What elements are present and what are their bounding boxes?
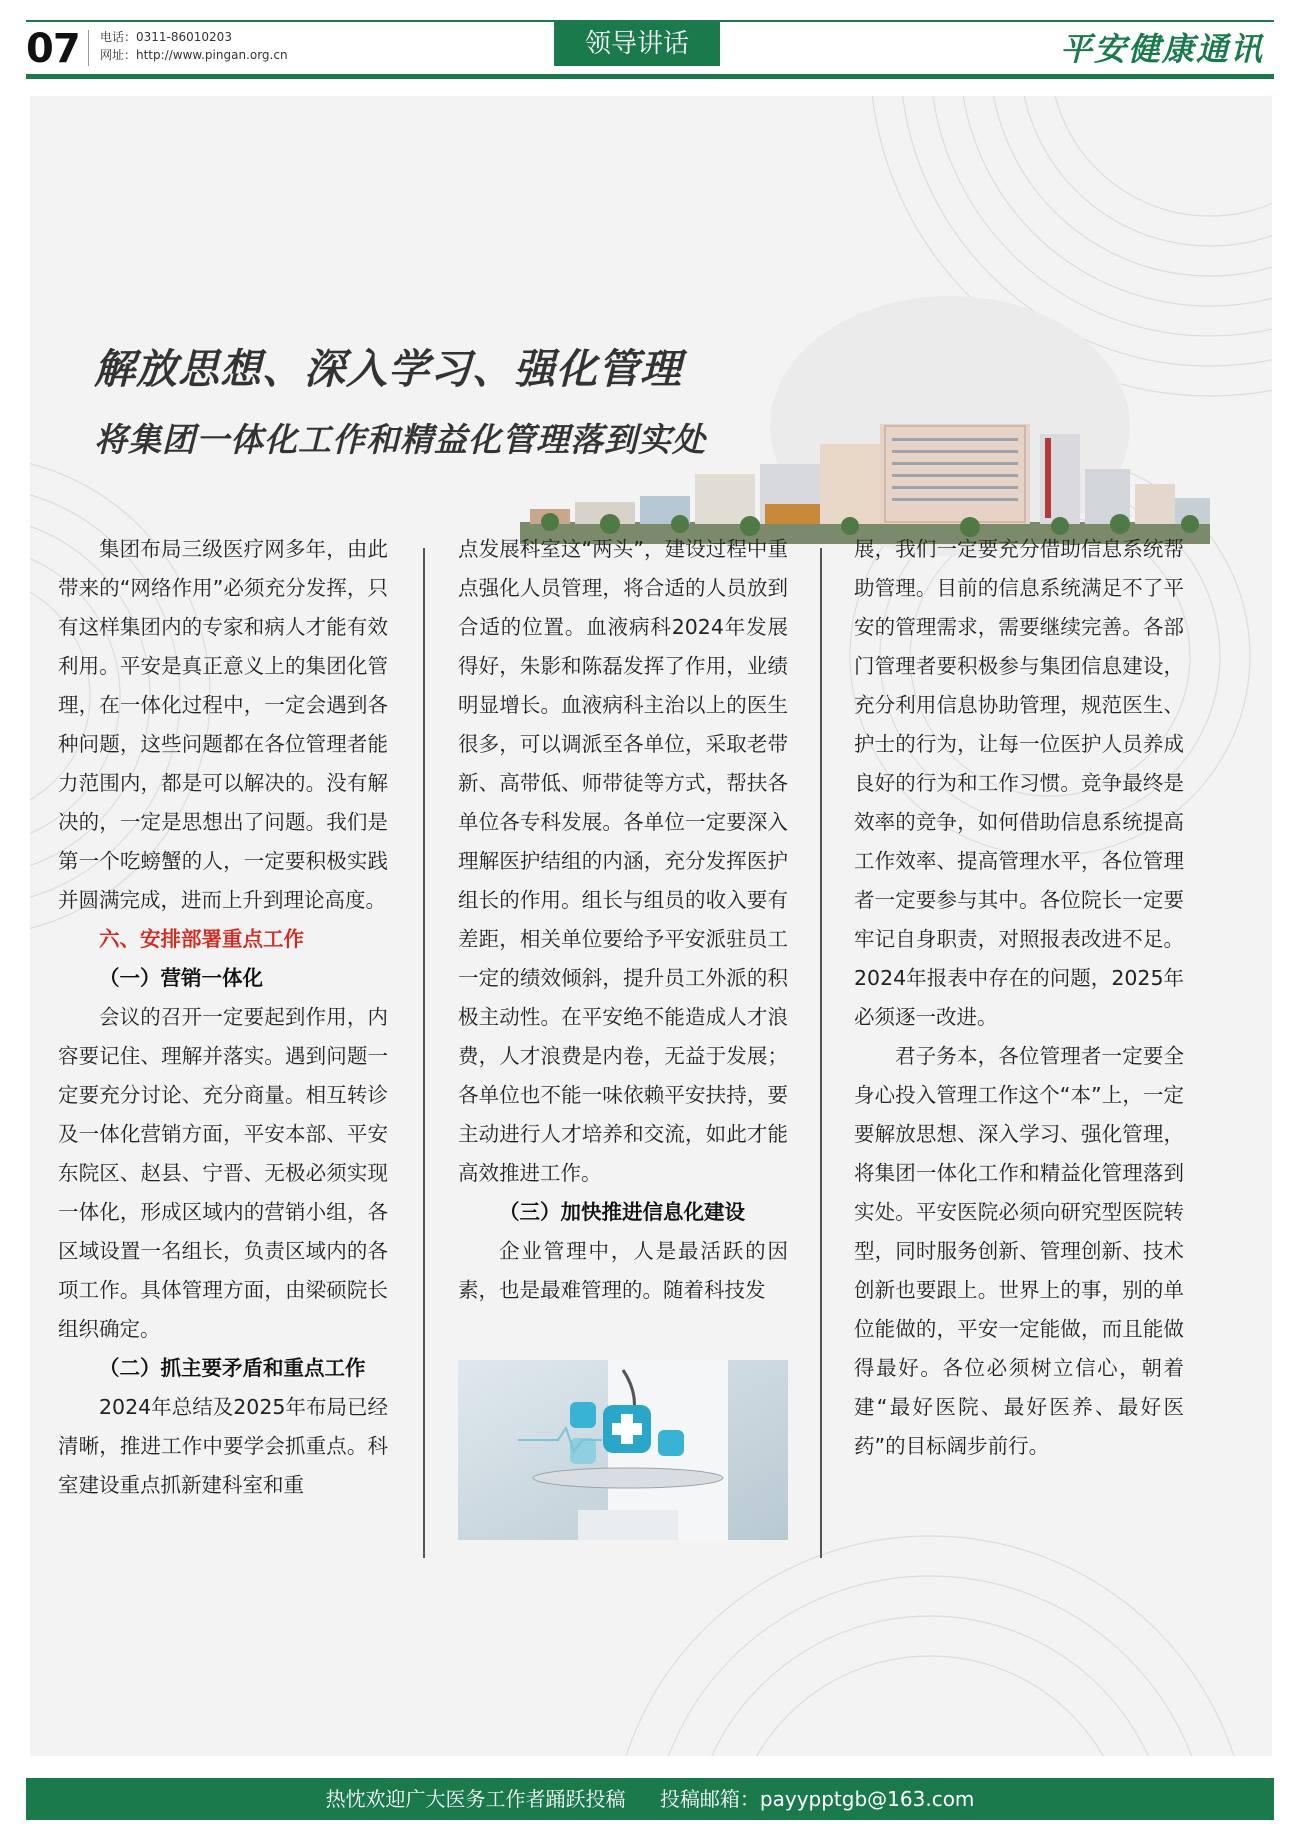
paragraph: 点发展科室这“两头”，建设过程中重点强化人员管理，将合适的人员放到合适的位置。血液病科2024年发展得好，朱影和陈磊发挥了作用，业绩明显增长。血液病科主治以上的医生很多，可以调派至各单位，采取老带新、高带低、师带徒等方式，帮扶各单位各专科发展。各单位一定要深入理解医护结组的内涵，充分发挥医护组长的作用。组长与组员的收入要有差距，相关单位要给予平安派驻员工一定的绩效倾斜，提升员工外派的积极主动性。在平安绝不能造成人才浪费，人才浪费是内卷，无益于发展；各单位也不能一味依赖平安扶持，要主动进行人才培养和交流，如此才能高效推进工作。 <box>458 537 788 1185</box>
header-bottom-rule <box>26 74 1274 79</box>
section-tab: 领导讲话 <box>554 22 720 66</box>
subsection-heading: （一）营销一体化 <box>99 966 263 990</box>
paragraph: 集团布局三级医疗网多年，由此带来的“网络作用”必须充分发挥，只有这样集团内的专家和病人才能有效利用。平安是真正意义上的集团化管理，在一体化过程中，一定会遇到各种问题，这些问题都在各位管理者能力范围内，都是可以解决的。没有解决的，一定是思想出了问题。我们是第一个吃螃蟹的人，一定要积极实践并圆满完成，进而上升到理论高度。 <box>58 537 388 912</box>
paragraph: 企业管理中，人是最活跃的因素，也是最难管理的。随着科技发 <box>458 1239 788 1302</box>
medical-tablet-image <box>458 1360 788 1540</box>
header-divider <box>88 30 89 66</box>
contact-info <box>100 28 288 64</box>
submission-invite: 热忱欢迎广大医务工作者踊跃投稿 <box>325 1787 626 1811</box>
article-column-3 <box>854 530 1184 1466</box>
contact-phone: 电话：0311-86010203 <box>100 30 232 44</box>
paragraph: 2024年总结及2025年布局已经清晰，推进工作中要学会抓重点。科室建设重点抓新建科室和重 <box>58 1395 388 1497</box>
article-title: 解放思想、深入学习、强化管理 <box>94 345 682 393</box>
article-subtitle: 将集团一体化工作和精益化管理落到实处 <box>94 420 706 459</box>
paragraph: 展，我们一定要充分借助信息系统帮助管理。目前的信息系统满足不了平安的管理需求，需要继续完善。各部门管理者要积极参与集团信息建设，充分利用信息协助管理，规范医生、护士的行为，让每一位医护人员养成良好的行为和工作习惯。竞争最终是效率的竞争，如何借助信息系统提高工作效率、提高管理水平，各位管理者一定要参与其中。各位院长一定要牢记自身职责，对照报表改进不足。2024年报表中存在的问题，2025年必须逐一改进。 <box>854 537 1184 1029</box>
paragraph: 会议的召开一定要起到作用，内容要记住、理解并落实。遇到问题一定要充分讨论、充分商量。相互转诊及一体化营销方面，平安本部、平安东院区、赵县、宁晋、无极必须实现一体化，形成区域内的营销小组，各区域设置一名组长，负责区域内的各项工作。具体管理方面，由梁硕院长组织确定。 <box>58 1005 388 1341</box>
column-divider <box>423 548 425 1558</box>
section-heading: 六、安排部署重点工作 <box>99 927 304 951</box>
subsection-heading: （三）加快推进信息化建设 <box>499 1200 745 1224</box>
page-number: 07 <box>26 26 80 72</box>
article-column-2 <box>458 530 788 1310</box>
hospital-skyline-image <box>520 414 1210 544</box>
article-column-1 <box>58 530 388 1505</box>
column-divider <box>820 548 822 1558</box>
page-header <box>26 20 1274 78</box>
contact-website: 网址：http://www.pingan.org.cn <box>100 48 288 62</box>
page-footer <box>26 1778 1274 1820</box>
masthead-logo: 平安健康通讯 <box>1059 30 1264 68</box>
paragraph: 君子务本，各位管理者一定要全身心投入管理工作这个“本”上，一定要解放思想、深入学习、强化管理，将集团一体化工作和精益化管理落到实处。平安医院必须向研究型医院转型，同时服务创新、管理创新、技术创新也要跟上。世界上的事，别的单位能做的，平安一定能做，而且能做得最好。各位必须树立信心，朝着建“最好医院、最好医养、最好医药”的目标阔步前行。 <box>854 1044 1184 1458</box>
subsection-heading: （二）抓主要矛盾和重点工作 <box>99 1356 366 1380</box>
submission-email[interactable]: 投稿邮箱：payypptgb@163.com <box>659 1787 975 1811</box>
